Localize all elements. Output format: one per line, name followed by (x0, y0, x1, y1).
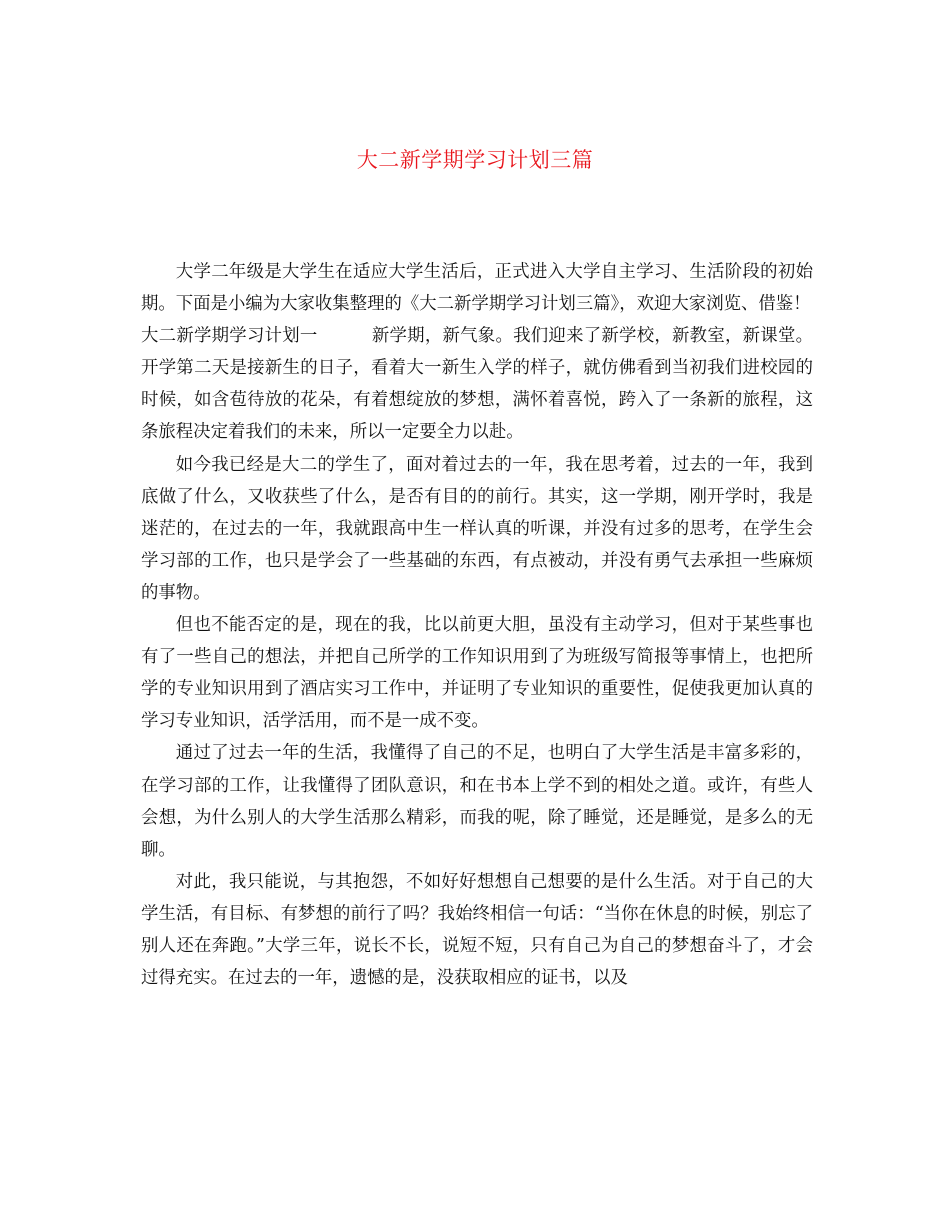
body-paragraph: 对此，我只能说，与其抱怨，不如好好想想自己想要的是什么生活。对于自己的大学生活，有目标、有梦想的前行了吗？我始终相信一句话：“当你在休息的时候，别忘了别人还在奔跑。”大学三年，说长不长，说短不短，只有自己为自己的梦想奋斗了，才会过得充实。在过去的一年，遗憾的是，没获取相应的证书，以及 (141, 871, 813, 989)
section-heading: 大二新学期学习计划一 (141, 326, 318, 347)
section-one-paragraph (141, 320, 813, 448)
body-paragraph: 通过了过去一年的生活，我懂得了自己的不足，也明白了大学生活是丰富多彩的，在学习部的工作，让我懂得了团队意识，和在书本上学不到的相处之道。或许，有些人会想，为什么别人的大学生活那么精彩，而我的呢，除了睡觉，还是睡觉，是多么的无聊。 (141, 743, 813, 860)
section-first-text: 新学期，新气象。我们迎来了新学校，新教室，新课堂。开学第二天是接新生的日子，看着大一新生入学的样子，就仿佛看到当初我们进校园的时候，如含苞待放的花朵，有着想绽放的梦想，满怀着喜悦，跨入了一条新的旅程，这条旅程决定着我们的未来，所以一定要全力以赴。 (141, 326, 813, 443)
document-body (141, 256, 813, 994)
intro-paragraph: 大学二年级是大学生在适应大学生活后，正式进入大学自主学习、生活阶段的初始期。下面是小编为大家收集整理的《大二新学期学习计划三篇》，欢迎大家浏览、借鉴！ (141, 262, 813, 315)
document-title: 大二新学期学习计划三篇 (356, 148, 594, 172)
body-paragraph: 但也不能否定的是，现在的我，比以前更大胆，虽没有主动学习，但对于某些事也有了一些自己的想法，并把自己所学的工作知识用到了为班级写简报等事情上，也把所学的专业知识用到了酒店实习工作中，并证明了专业知识的重要性，促使我更加认真的学习专业知识，活学活用，而不是一成不变。 (141, 615, 813, 732)
body-paragraph: 如今我已经是大二的学生了，面对着过去的一年，我在思考着，过去的一年，我到底做了什么，又收获些了什么，是否有目的的前行。其实，这一学期，刚开学时，我是迷茫的，在过去的一年，我就跟高中生一样认真的听课，并没有过多的思考，在学生会学习部的工作，也只是学会了一些基础的东西，有点被动，并没有勇气去承担一些麻烦的事物。 (141, 454, 813, 603)
